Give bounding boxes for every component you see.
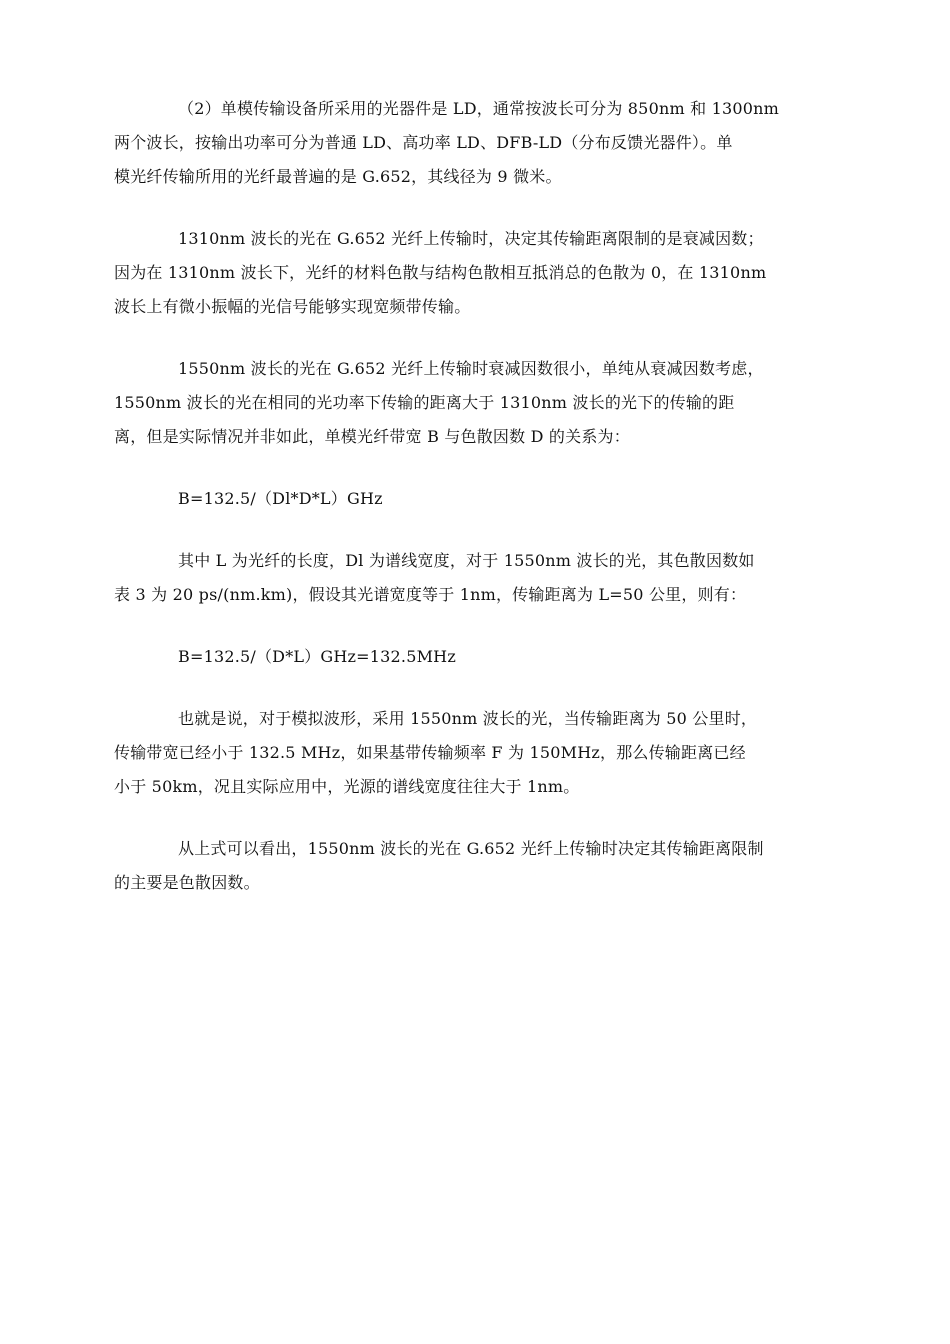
formula-bandwidth: B=132.5/（Dl*D*L）GHz <box>178 489 383 508</box>
document-body <box>114 92 810 928</box>
text-line: 模光纤传输所用的光纤最普遍的是 G.652，其线径为 9 微米。 <box>114 167 562 186</box>
paragraph-single-mode-devices <box>114 92 810 194</box>
text-line: 的主要是色散因数。 <box>114 873 260 892</box>
text-line: 因为在 1310nm 波长下，光纤的材料色散与结构色散相互抵消总的色散为 0，在 1310nm <box>114 263 767 282</box>
text-line: 1550nm 波长的光在 G.652 光纤上传输时衰减因数很小，单纯从衰减因数考虑， <box>178 359 764 378</box>
text-line: （2）单模传输设备所采用的光器件是 LD，通常按波长可分为 850nm 和 1300nm <box>178 99 779 118</box>
paragraph-1310nm <box>114 222 810 324</box>
formula-bandwidth-result: B=132.5/（D*L）GHz=132.5MHz <box>178 647 456 666</box>
text-line: 也就是说，对于模拟波形，采用 1550nm 波长的光，当传输距离为 50 公里时， <box>178 709 758 728</box>
paragraph-conclusion <box>114 832 810 900</box>
text-line: 其中 L 为光纤的长度，Dl 为谱线宽度，对于 1550nm 波长的光，其色散因数如 <box>178 551 755 570</box>
text-line: 1310nm 波长的光在 G.652 光纤上传输时，决定其传输距离限制的是衰减因数； <box>178 229 764 248</box>
paragraph-1550nm <box>114 352 810 454</box>
text-line: 1550nm 波长的光在相同的光功率下传输的距离大于 1310nm 波长的光下的传输的距 <box>114 393 735 412</box>
text-line: 从上式可以看出，1550nm 波长的光在 G.652 光纤上传输时决定其传输距离限制 <box>178 839 764 858</box>
text-line: 波长上有微小振幅的光信号能够实现宽频带传输。 <box>114 297 471 316</box>
paragraph-analog-waveform <box>114 702 810 804</box>
text-line: 两个波长，按输出功率可分为普通 LD、高功率 LD、DFB-LD（分布反馈光器件）。单 <box>114 133 733 152</box>
text-line: 表 3 为 20 ps/(nm.km)，假设其光谱宽度等于 1nm，传输距离为 L=50 公里，则有： <box>114 585 747 604</box>
text-line: 传输带宽已经小于 132.5 MHz，如果基带传输频率 F 为 150MHz，那么传输距离已经 <box>114 743 746 762</box>
text-line: 小于 50km，况且实际应用中，光源的谱线宽度往往大于 1nm。 <box>114 777 580 796</box>
paragraph-where-l <box>114 544 810 612</box>
text-line: 离，但是实际情况并非如此，单模光纤带宽 B 与色散因数 D 的关系为： <box>114 427 630 446</box>
